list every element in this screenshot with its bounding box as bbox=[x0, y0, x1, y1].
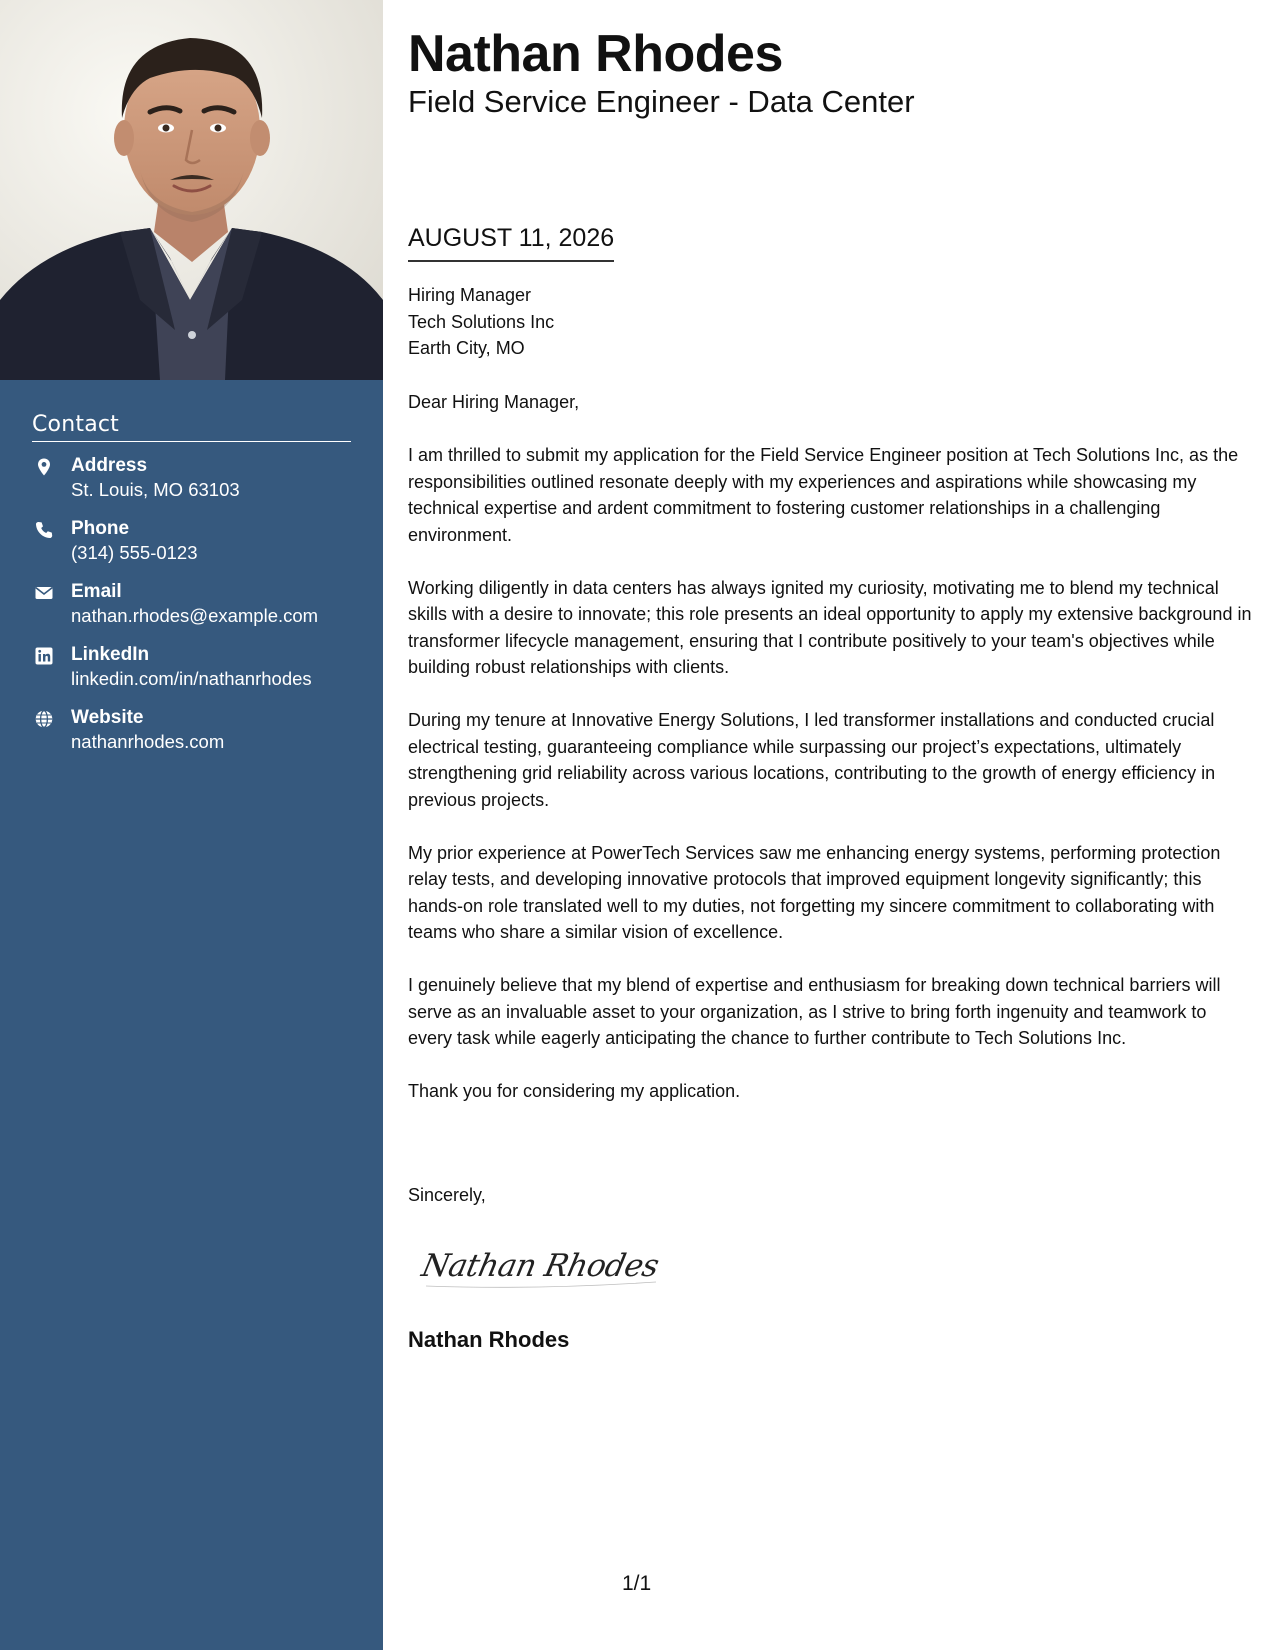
letter-paragraph: My prior experience at PowerTech Services saw me enhancing energy systems, performing protection relay tests, and developing innovative protocols that improved equipment longevity significantly; this hands-on role translated well to my duties, not forgetting my sincere commitment to collaborating with teams who share a similar vision of excellence. bbox=[408, 842, 1221, 942]
contact-label: Email bbox=[71, 581, 122, 602]
contact-item-email bbox=[32, 580, 351, 643]
letter-body bbox=[408, 389, 1253, 1131]
contact-item-address bbox=[32, 454, 351, 517]
contact-section bbox=[32, 412, 351, 769]
recipient-title: Hiring Manager bbox=[408, 285, 532, 305]
phone-value[interactable]: (314) 555-0123 bbox=[71, 542, 198, 563]
letter-paragraph: Working diligently in data centers has always ignited my curiosity, motivating me to blend my technical skills with a desire to innovate; this role presents an ideal opportunity to apply my extensive background in transformer lifecycle management, ensuring that I contribute positively to your team's objectives while building robust relationships with clients. bbox=[408, 577, 1252, 677]
recipient-location: Earth City, MO bbox=[408, 338, 525, 358]
profile-photo bbox=[0, 0, 383, 380]
svg-text:Nathan Rhodes: Nathan Rhodes bbox=[418, 1248, 662, 1284]
letter-paragraph: I am thrilled to submit my application for the Field Service Engineer position at Tech Solutions Inc, as the responsibilities outlined resonate deeply with my experiences and aspirations while showcasing my technical expertise and ardent commitment to fostering customer relationships in a challenging environment. bbox=[408, 445, 1239, 545]
linkedin-value[interactable]: linkedin.com/in/nathanrhodes bbox=[71, 668, 312, 689]
website-value[interactable]: nathanrhodes.com bbox=[71, 731, 225, 752]
applicant-name: Nathan Rhodes bbox=[408, 25, 783, 83]
contact-list bbox=[32, 454, 351, 769]
email-value[interactable]: nathan.rhodes@example.com bbox=[71, 605, 319, 626]
recipient-block bbox=[408, 282, 554, 362]
recipient-company: Tech Solutions Inc bbox=[408, 311, 555, 332]
contact-label: LinkedIn bbox=[71, 644, 150, 665]
linkedin-icon bbox=[34, 646, 54, 666]
letter-paragraph: I genuinely believe that my blend of expertise and enthusiasm for breaking down technical barriers will serve as an invaluable asset to your organization, as I strive to bring forth ingenuity and teamwork to every task while eagerly anticipating the chance to further contribute to Tech Solutions Inc. bbox=[408, 975, 1221, 1048]
contact-item-phone bbox=[32, 517, 351, 580]
signature bbox=[416, 1230, 676, 1300]
sidebar bbox=[0, 0, 383, 1650]
address-value: St. Louis, MO 63103 bbox=[71, 479, 240, 500]
signer-name: Nathan Rhodes bbox=[408, 1327, 570, 1352]
page-number: 1/1 bbox=[622, 1572, 652, 1595]
contact-item-linkedin bbox=[32, 643, 351, 706]
letter-paragraph: Thank you for considering my application. bbox=[408, 1081, 741, 1101]
globe-icon bbox=[34, 709, 54, 729]
contact-label: Phone bbox=[71, 518, 130, 539]
envelope-icon bbox=[34, 583, 54, 603]
salutation: Dear Hiring Manager, bbox=[408, 392, 580, 412]
contact-heading: Contact bbox=[32, 412, 351, 442]
closing: Sincerely, bbox=[408, 1185, 486, 1205]
contact-label: Address bbox=[71, 455, 148, 476]
contact-label: Website bbox=[71, 707, 144, 728]
letter-date: AUGUST 11, 2026 bbox=[408, 222, 614, 262]
phone-icon bbox=[34, 520, 54, 540]
map-pin-icon bbox=[34, 457, 54, 477]
letter-paragraph: During my tenure at Innovative Energy Solutions, I led transformer installations and conducted crucial electrical testing, guaranteeing compliance while surpassing our project’s expectations, ultimately strengthening grid reliability across various locations, contributing to the growth of energy efficiency in previous projects. bbox=[408, 710, 1216, 810]
contact-item-website bbox=[32, 706, 351, 769]
job-title: Field Service Engineer - Data Center bbox=[408, 84, 915, 119]
